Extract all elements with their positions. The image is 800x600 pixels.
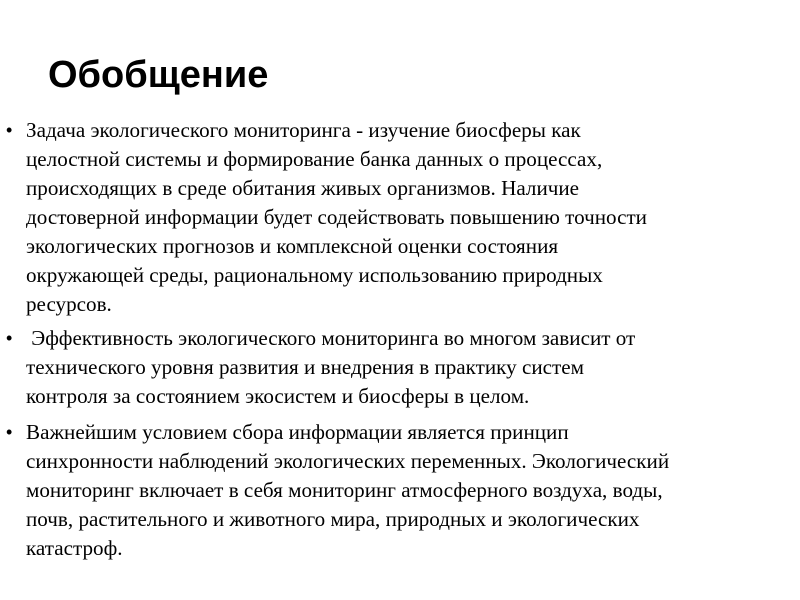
bullet-line: экологических прогнозов и комплексной оценки состояния: [26, 234, 559, 258]
bullet-line: катастроф.: [26, 536, 123, 560]
bullet-line: почв, растительного и животного мира, природных и экологических: [26, 507, 640, 531]
bullet-line: окружающей среды, рациональному использованию природных: [26, 263, 603, 287]
bullet-line: происходящих в среде обитания живых организмов. Наличие: [26, 176, 580, 200]
bullet-icon: •: [6, 328, 13, 348]
bullet-icon: •: [6, 422, 13, 442]
bullet-item-2: [0, 324, 800, 411]
bullet-line: Важнейшим условием сбора информации является принцип: [26, 420, 569, 444]
bullet-line: мониторинг включает в себя мониторинг атмосферного воздуха, воды,: [26, 478, 663, 502]
bullet-line: достоверной информации будет содействовать повышению точности: [26, 205, 647, 229]
bullet-line: Эффективность экологического мониторинга во многом зависит от: [26, 326, 636, 350]
bullet-line: синхронности наблюдений экологических переменных. Экологический: [26, 449, 670, 473]
bullet-icon: •: [6, 120, 13, 140]
bullet-line: технического уровня развития и внедрения в практику систем: [26, 355, 584, 379]
bullet-line: целостной системы и формирование банка данных о процессах,: [26, 147, 603, 171]
bullet-line: ресурсов.: [26, 292, 112, 316]
bullet-item-3: [0, 418, 800, 563]
slide-title: Обобщение: [48, 54, 269, 96]
bullet-item-1: [0, 116, 800, 319]
bullet-line: контроля за состоянием экосистем и биосферы в целом.: [26, 384, 530, 408]
bullet-line: Задача экологического мониторинга - изучение биосферы как: [26, 118, 581, 142]
